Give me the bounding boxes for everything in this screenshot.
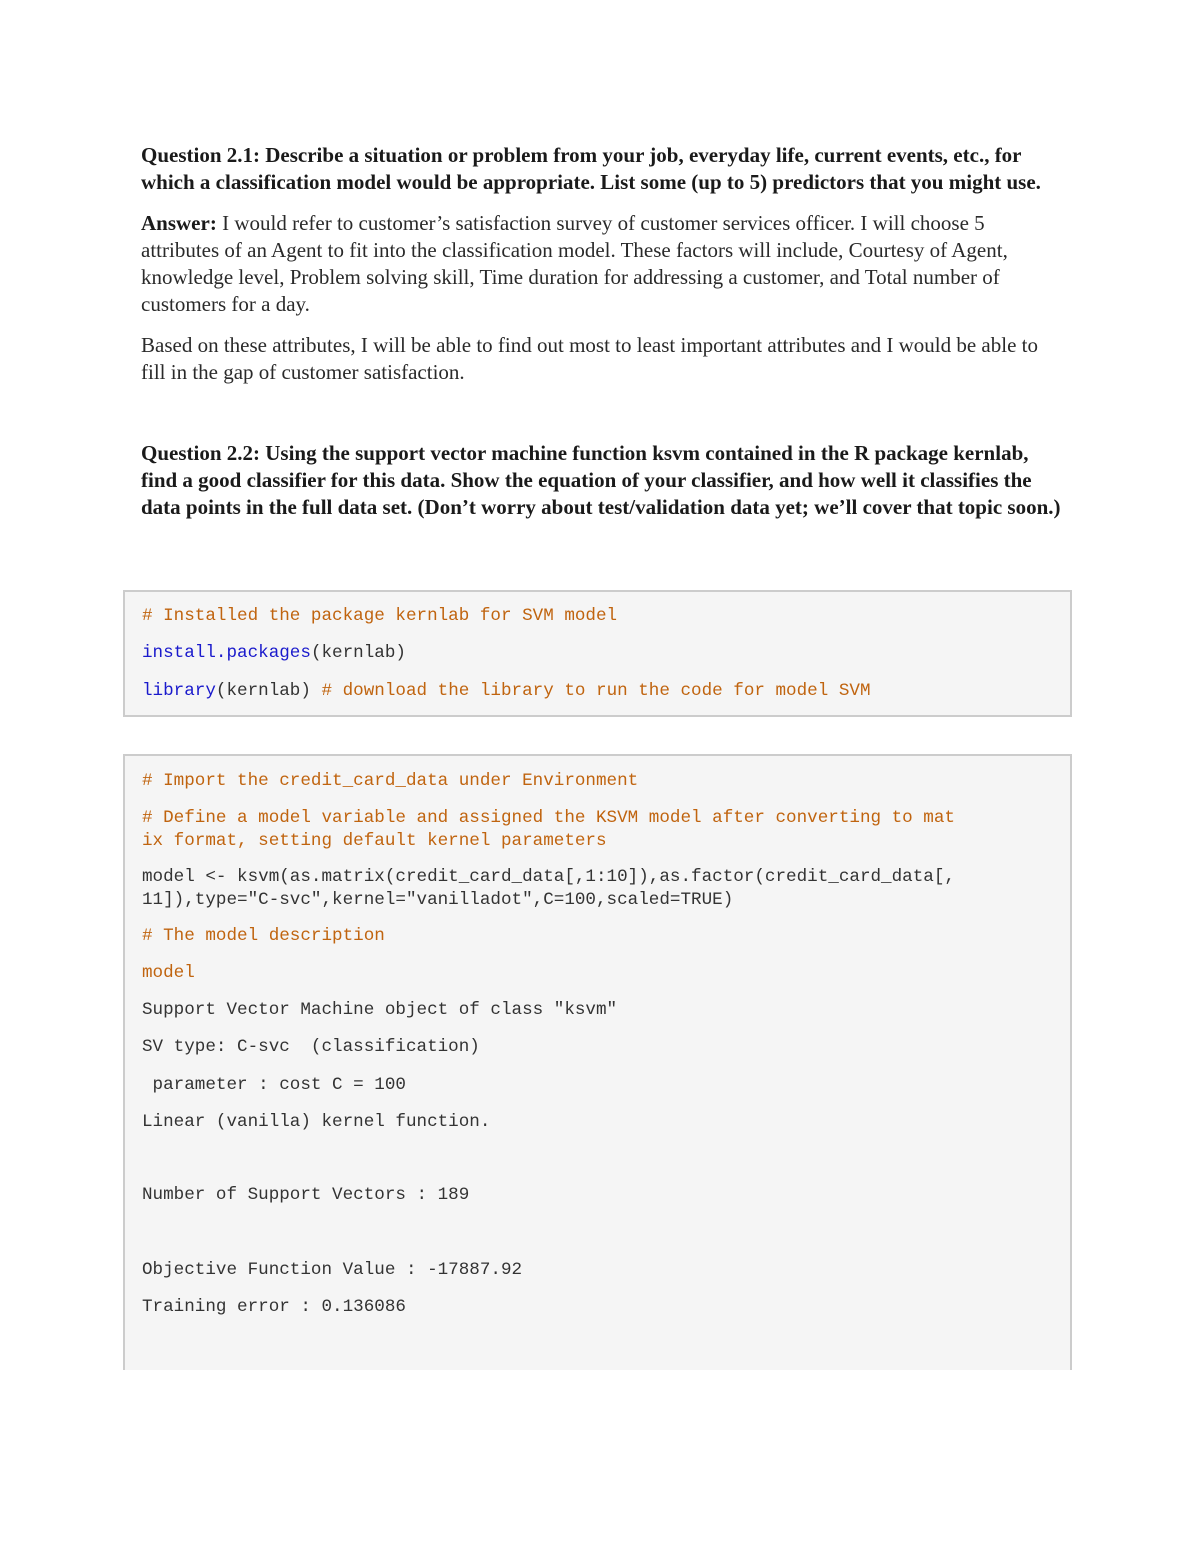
document-body [141,142,1061,521]
code-block-install [123,590,1072,717]
code-output-line: Objective Function Value : -17887.92 [142,1260,523,1280]
code-comment: # download the library to run the code for model SVM [321,681,871,701]
answer-text: I would refer to customer’s satisfaction survey of customer services officer. I will choose 5 attributes of an Agent to fit into the classification model. These factors will include, Courtesy of Agent, knowledge level, Problem solving skill, Time duration for addressing a customer, and Total number of customers for a day. [141,211,1008,316]
code-output-line: Support Vector Machine object of class "ksvm" [142,1000,618,1020]
code-output-line: Linear (vanilla) kernel function. [142,1112,491,1132]
code-output-line: Number of Support Vectors : 189 [142,1185,470,1205]
code-comment: # The model description [142,926,385,946]
question-2-2: Question 2.2: Using the support vector machine function ksvm contained in the R package kernlab, find a good classifier for this data. Show the equation of your classifier, and how well it classifies the data points in the full data set. (Don’t worry about test/validation data yet; we’ll cover that topic soon.) [141,441,1061,519]
answer-label: Answer: [141,211,217,235]
code-line-model-call: model [142,963,195,983]
code-args: (kernlab) [310,643,406,663]
code-comment: # Import the credit_card_data under Environment [142,771,639,791]
code-output-line: parameter : cost C = 100 [142,1075,406,1095]
code-line-install [142,642,1056,665]
question-2-1: Question 2.1: Describe a situation or problem from your job, everyday life, current events, etc., for which a classification model would be appropriate. List some (up to 5) predictors that you might use. [141,143,1041,194]
code-line-model: 11]),type="C-svc",kernel="vanilladot",C=100,scaled=TRUE) [142,890,734,910]
code-comment: ix format, setting default kernel parameters [142,831,607,851]
code-output-line: SV type: C-svc (classification) [142,1037,480,1057]
answer-paragraph-1 [141,210,1061,318]
code-line-model: model <- ksvm(as.matrix(credit_card_data[,1:10]),as.factor(credit_card_data[, [142,867,955,887]
code-block-model [123,754,1072,1370]
code-comment: # Installed the package kernlab for SVM model [142,606,618,626]
answer-paragraph-2: Based on these attributes, I will be able to find out most to least important attributes and I would be able to fill in the gap of customer satisfaction. [141,333,1038,384]
code-function: install.packages [142,643,311,663]
code-comment: # Define a model variable and assigned the KSVM model after converting to mat [142,808,955,828]
code-function: library [142,681,216,701]
code-args: (kernlab) [215,681,322,701]
code-output-line: Training error : 0.136086 [142,1297,406,1317]
code-line-library [142,680,1056,703]
